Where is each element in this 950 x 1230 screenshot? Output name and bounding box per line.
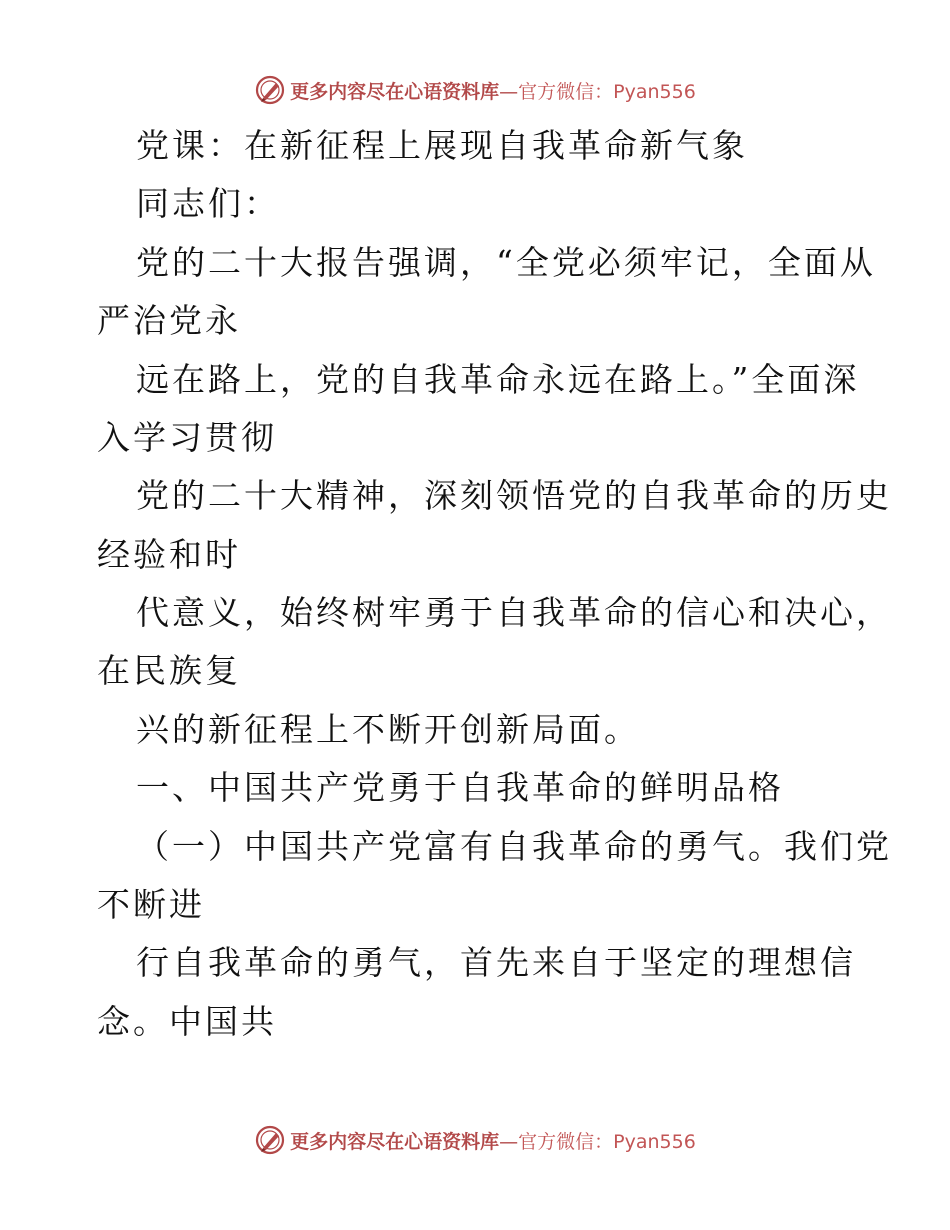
section-heading: 一、中国共产党勇于自我革命的鲜明品格 — [136, 768, 784, 807]
paragraph-line: 代意义，始终树牢勇于自我革命的信心和决心， — [136, 593, 892, 632]
paragraph-line: 党的二十大报告强调，“全党必须牢记，全面从 — [136, 243, 876, 282]
paragraph-line: 入学习贯彻 — [97, 418, 277, 457]
watermark-text — [290, 1127, 696, 1154]
watermark-banner-bottom — [0, 1120, 950, 1160]
paragraph-line: 不断进 — [97, 885, 205, 924]
watermark-suffix: 官方微信：Pyan556 — [518, 1130, 696, 1153]
watermark-suffix: 官方微信：Pyan556 — [518, 80, 696, 103]
salutation: 同志们： — [136, 184, 280, 223]
watermark-prefix: 更多内容尽在心语资料库 — [290, 1130, 500, 1153]
watermark-prefix: 更多内容尽在心语资料库 — [290, 80, 500, 103]
watermark-dash: — — [499, 1130, 519, 1153]
stamp-pen-logo-icon — [254, 1124, 286, 1156]
paragraph-line: 行自我革命的勇气，首先来自于坚定的理想信 — [136, 943, 856, 982]
paragraph-line: （一）中国共产党富有自我革命的勇气。我们党 — [136, 827, 892, 866]
watermark-text — [290, 77, 696, 104]
watermark-dash: — — [499, 80, 519, 103]
paragraph-line: 经验和时 — [97, 535, 241, 574]
paragraph-line: 远在路上，党的自我革命永远在路上。”全面深 — [136, 360, 860, 399]
paragraph-line: 兴的新征程上不断开创新局面。 — [136, 710, 640, 749]
document-title: 党课：在新征程上展现自我革命新气象 — [136, 126, 748, 165]
stamp-pen-logo-icon — [254, 74, 286, 106]
watermark-banner-top — [0, 70, 950, 110]
paragraph-line: 严治党永 — [97, 301, 241, 340]
paragraph-line: 在民族复 — [97, 651, 241, 690]
paragraph-line: 党的二十大精神，深刻领悟党的自我革命的历史 — [136, 476, 892, 515]
paragraph-line: 念。中国共 — [97, 1002, 277, 1041]
